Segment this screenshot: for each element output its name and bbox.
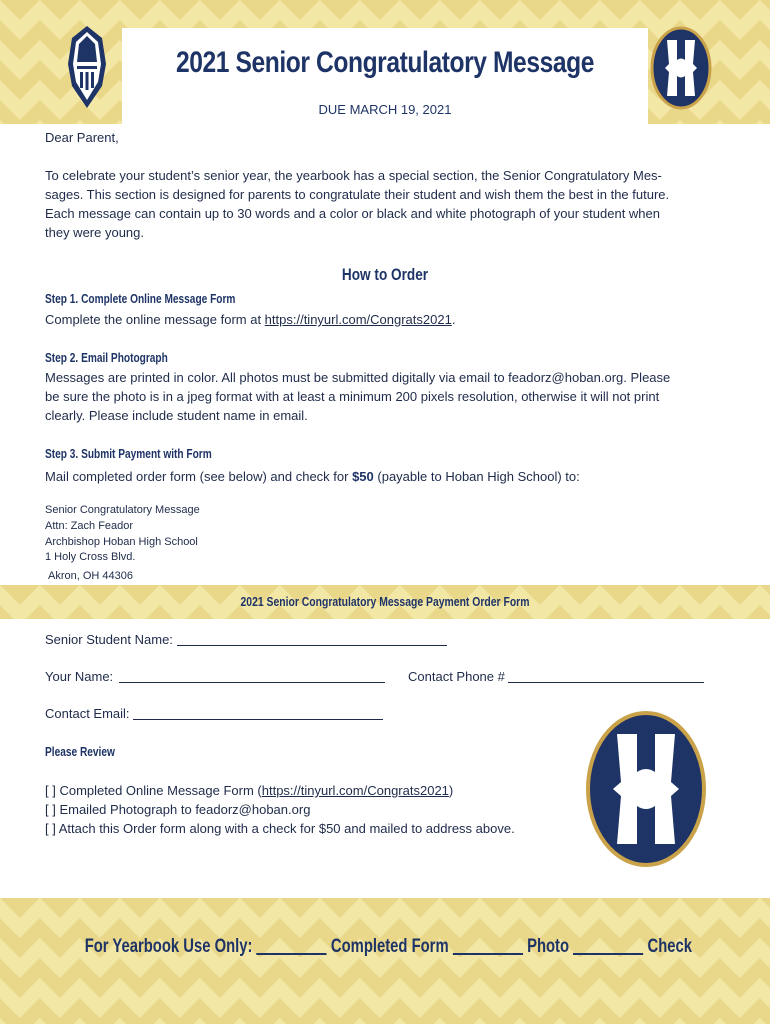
address-line-5: Akron, OH 44306 (48, 570, 133, 582)
step1-text-before: Complete the online message form at (45, 312, 265, 327)
your-name-line[interactable] (119, 682, 385, 683)
contact-phone-field[interactable] (408, 669, 704, 684)
check-blank[interactable] (573, 953, 643, 955)
senior-name-line[interactable] (177, 645, 447, 646)
please-review-heading: Please Review (45, 744, 115, 759)
address-line-3: Archbishop Hoban High School (45, 536, 198, 548)
footer-label-completed-form: Completed Form (330, 936, 449, 957)
contact-email-label: Contact Email: (45, 706, 130, 721)
senior-name-field[interactable] (45, 632, 447, 647)
contact-email-line[interactable] (133, 719, 383, 720)
your-name-label: Your Name: (45, 669, 114, 684)
step1-heading: Step 1. Complete Online Message Form (45, 291, 236, 306)
yearbook-use-only-line (84, 936, 692, 958)
step2-line-3: clearly. Please include student name in email. (45, 408, 308, 423)
your-name-field[interactable] (45, 669, 385, 684)
footer-label-check: Check (647, 936, 692, 957)
checklist-item-payment[interactable]: [ ] Attach this Order form along with a check for $50 and mailed to address above. (45, 821, 515, 836)
contact-phone-label: Contact Phone # (408, 669, 505, 684)
hoban-h-logo-large-icon (585, 710, 707, 868)
senior-name-label: Senior Student Name: (45, 632, 173, 647)
checklist-item-online-form[interactable] (45, 783, 453, 798)
step3-text-after: (payable to Hoban High School) to: (373, 469, 580, 484)
intro-line-3: Each message can contain up to 30 words and a color or black and white photograph of your student when (45, 206, 660, 221)
checklist-item-photo[interactable]: [ ] Emailed Photograph to feadorz@hoban.org (45, 802, 311, 817)
page-title: 2021 Senior Congratulatory Message (175, 46, 595, 79)
payment-amount: $50 (352, 469, 374, 484)
greeting: Dear Parent, (45, 130, 119, 145)
step3-text-before: Mail completed order form (see below) and check for (45, 469, 353, 484)
footer-label-photo: Photo (527, 936, 570, 957)
completed-form-blank[interactable] (257, 953, 327, 955)
order-form-title: 2021 Senior Congratulatory Message Payment Order Form (240, 594, 530, 609)
address-line-2: Attn: Zach Feador (45, 520, 134, 532)
checklist-online-form-link[interactable]: https://tinyurl.com/Congrats2021 (261, 783, 449, 798)
footer-label-use-only: For Yearbook Use Only: (84, 936, 253, 957)
footer-banner (0, 898, 770, 1024)
intro-line-4: they were young. (45, 225, 145, 240)
hoban-h-logo-icon (650, 26, 712, 110)
checklist-item1-after: ) (448, 783, 454, 798)
due-date: DUE MARCH 19, 2021 (318, 102, 452, 117)
contact-phone-line[interactable] (508, 682, 704, 683)
knight-helmet-logo-icon (62, 24, 112, 110)
how-to-order-heading: How to Order (341, 265, 429, 284)
contact-email-field[interactable] (45, 706, 383, 721)
title-panel (122, 28, 648, 124)
photo-blank[interactable] (453, 953, 523, 955)
online-form-link[interactable]: https://tinyurl.com/Congrats2021 (264, 312, 452, 327)
step3-text (45, 467, 580, 486)
address-line-4: 1 Holy Cross Blvd. (45, 551, 136, 563)
step2-line-2: be sure the photo is in a jpeg format with at least a minimum 200 pixels resolution, otherwise it will not print (45, 389, 660, 404)
step3-heading: Step 3. Submit Payment with Form (45, 446, 212, 461)
step2-line-1: Messages are printed in color. All photos must be submitted digitally via email to feadorz@hoban.org. Please (45, 370, 671, 385)
order-form-banner (0, 585, 770, 619)
step2-heading: Step 2. Email Photograph (45, 350, 168, 365)
intro-line-1: To celebrate your student’s senior year, the yearbook has a special section, the Senior Congratulatory Mes- (45, 168, 662, 183)
step1-text-after: . (451, 312, 456, 327)
intro-line-2: sages. This section is designed for parents to congratulate their student and wish them the best in the future. (45, 187, 670, 202)
address-line-1: Senior Congratulatory Message (45, 504, 200, 516)
step1-text (45, 310, 455, 329)
checklist-item1-before: [ ] Completed Online Message Form ( (45, 783, 262, 798)
